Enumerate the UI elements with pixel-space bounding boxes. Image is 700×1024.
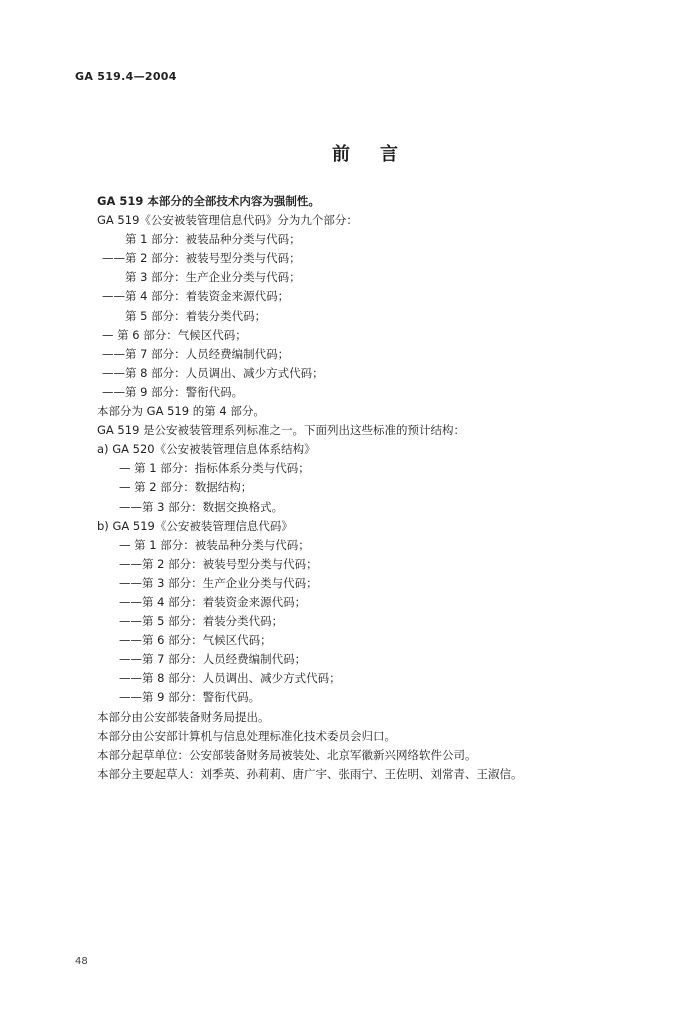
text-line: ——第 4 部分：着装资金来源代码；	[102, 289, 290, 304]
text-line: — 第 2 部分：数据结构；	[119, 480, 253, 495]
text-line: GA 519《公安被装管理信息代码》分为九个部分：	[97, 213, 358, 228]
text-line: 第 3 部分：生产企业分类与代码；	[125, 270, 301, 285]
text-line: a) GA 520《公安被装管理信息体系结构》	[97, 442, 316, 457]
text-line: b) GA 519《公安被装管理信息代码》	[97, 518, 293, 533]
text-line: — 第 1 部分：指标体系分类与代码；	[119, 461, 310, 476]
text-line: ——第 8 部分：人员调出、减少方式代码；	[102, 365, 324, 380]
text-line: — 第 1 部分：被装品种分类与代码；	[119, 537, 310, 552]
text-line: ——第 9 部分：警衔代码。	[102, 384, 244, 399]
text-line: ——第 8 部分：人员调出、减少方式代码；	[119, 671, 341, 686]
text-line: ——第 3 部分：数据交换格式。	[119, 499, 284, 514]
text-line: 本部分为 GA 519 的第 4 部分。	[97, 404, 265, 419]
page-title: 前言	[332, 144, 428, 165]
text-line: ——第 2 部分：被装号型分类与代码；	[119, 556, 318, 571]
text-line: ——第 3 部分：生产企业分类与代码；	[119, 575, 318, 590]
text-line: ——第 7 部分：人员经费编制代码；	[119, 652, 307, 667]
text-line: GA 519 本部分的全部技术内容为强制性。	[97, 194, 320, 208]
page-number: 48	[75, 956, 88, 967]
text-line: 本部分主要起草人：刘季英、孙莉莉、唐广宇、张雨宁、王佐明、刘常青、王淑信。	[97, 766, 523, 781]
text-line: 第 1 部分：被装品种分类与代码；	[125, 232, 301, 247]
text-line: ——第 2 部分：被装号型分类与代码；	[102, 251, 301, 266]
text-line: ——第 9 部分：警衔代码。	[119, 690, 261, 705]
text-line: ——第 4 部分：着装资金来源代码；	[119, 594, 307, 609]
text-line: — 第 6 部分：气候区代码；	[102, 327, 247, 342]
document-code: GA 519.4—2004	[75, 70, 177, 83]
foreword-body	[97, 192, 657, 784]
text-line: 本部分由公安部计算机与信息处理标准化技术委员会归口。	[97, 728, 396, 743]
text-line: 第 5 部分：着装分类代码；	[125, 308, 267, 323]
text-line: GA 519 是公安被装管理系列标准之一。下面列出这些标准的预计结构：	[97, 423, 466, 438]
text-line: ——第 6 部分：气候区代码；	[119, 633, 272, 648]
text-line: ——第 7 部分：人员经费编制代码；	[102, 346, 290, 361]
text-line: ——第 5 部分：着装分类代码；	[119, 614, 284, 629]
text-line: 本部分由公安部装备财务局提出。	[97, 709, 270, 724]
text-line: 本部分起草单位：公安部装备财务局被装处、北京军徽新兴网络软件公司。	[97, 747, 477, 762]
